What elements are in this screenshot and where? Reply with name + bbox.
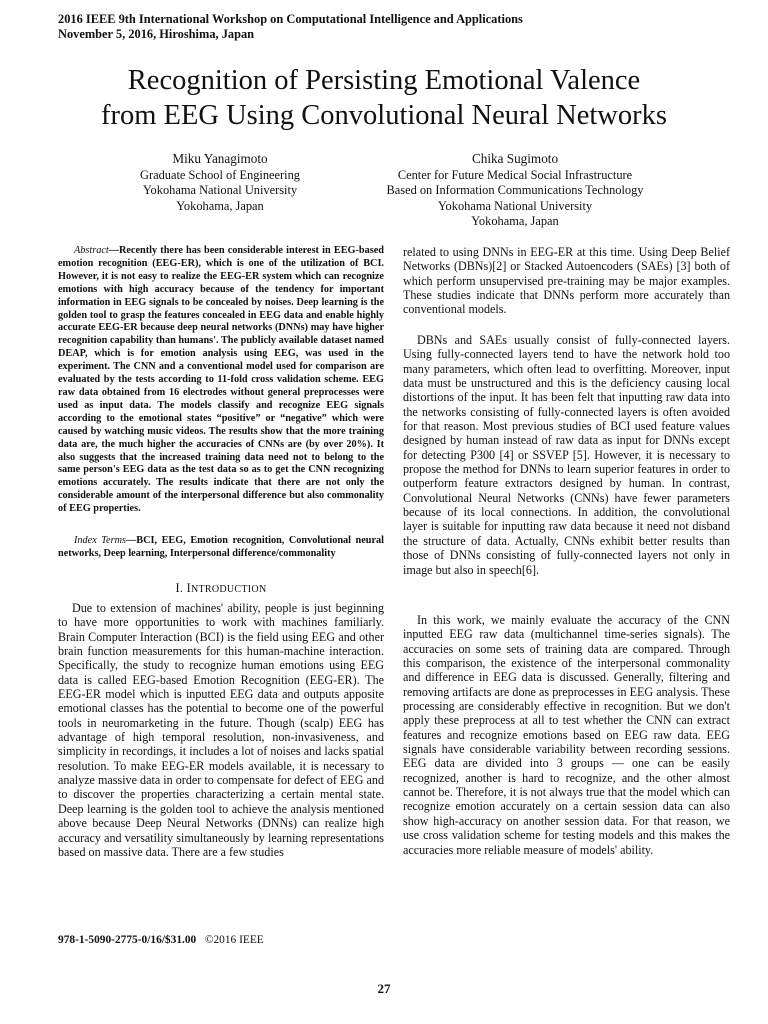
author-affiliation-line: Yokohama National University bbox=[142, 183, 298, 198]
isbn-price: 978-1-5090-2775-0/16/$31.00 bbox=[58, 934, 197, 946]
author-affiliation-line: Based on Information Communications Technology bbox=[386, 183, 644, 198]
author-affiliation-line: Yokohama, Japan bbox=[471, 214, 559, 229]
section-title-rest: NTRODUCTION bbox=[190, 584, 267, 595]
conference-header bbox=[58, 12, 523, 42]
section-heading-introduction bbox=[58, 581, 384, 596]
body-paragraph-continued: related to using DNNs in EEG-ER at this time. Using Deep Belief Networks (DBNs)[2] or Stacked Autoencoders (SAEs) [3] both of which perform unsupervised pre-training may be major examples. These studies indicate that DNNs perform more accurately than conventional models. bbox=[403, 245, 730, 317]
paper-title bbox=[30, 63, 738, 133]
abstract-text: —Recently there has been considerable interest in EEG-based emotion recognition (EEG-ER), which is one of the utilization of BCI. However, it is not easy to realize the EEG-ER system which can recognize emotions with high accuracy because of the tendency for important information in EEG signals to be concealed by noises. Deep learning is the golden tool to grasp the features concealed in EEG data and enable highly accurate EEG-ER because deep neural networks (DNNs) may have higher recognition capability than humans'. The publicly available dataset named DEAP, which is for emotion analysis using EEG, was used in the experiment. The CNN and a conventional model used for comparison are evaluated by the tests according to 11-fold cross validation scheme. EEG raw data obtained from 16 electrodes without general preprocesses were used as input data. The models classify and recognize EEG signals according to the emotional states “positive” or “negative” which were caused by watching music videos. The results show that the more training data are, the much higher the accuracies of CNNs are (by over 20%). It also suggests that the increased training data need not to belong to the same person's EEG data as the test data so as to get the CNN recognizing emotions accurately. The results indicate that there are not only the considerable amount of the interpersonal difference but also commonality of EEG properties. bbox=[58, 245, 384, 515]
index-terms-text: —BCI, EEG, Emotion recognition, Convolutional neural networks, Deep learning, Interpersonal difference/commonality bbox=[58, 535, 384, 559]
copyright-line bbox=[58, 934, 264, 946]
conference-name: 2016 IEEE 9th International Workshop on Computational Intelligence and Applications bbox=[58, 12, 523, 26]
author-affiliation-line: Yokohama National University bbox=[437, 198, 593, 213]
paper-title-line-1: Recognition of Persisting Emotional Valence bbox=[127, 65, 641, 96]
section-title-initial: I bbox=[186, 581, 191, 595]
index-terms-label: Index Terms bbox=[74, 535, 126, 546]
body-paragraph-dbn-sae: DBNs and SAEs usually consist of fully-connected layers. Using fully-connected layers tend to have the network hold too many parameters, which often lead to overfitting. Moreover, input data must be unstructured and this is the deficiency causing local distortions of the input. It has been felt that inputting raw data into the networks consisting of fully-connected layers is often avoided for that reason. Most previous studies of BCI used feature values designed by human instead of raw data as input for DNNs except for detecting P300 [4] or SSVEP [5]. However, it is necessary to propose the method for DNNs to learn superior features in order to outperform feature extractors designed by human. In contrast, Convolutional Neural Networks (CNNs) have fewer parameters because of its local connections. In addition, the convolutional layer is suitable for inputting raw data because it need not disband the structure of data. Actually, CNNs exhibit better results than those of DNNs consisting of fully-connected layers not only in image but also in speech[6]. bbox=[403, 333, 730, 577]
author-affiliation-line: Graduate School of Engineering bbox=[140, 167, 300, 182]
author-affiliation-line: Center for Future Medical Social Infrastructure bbox=[397, 167, 633, 182]
copyright-notice: ©2016 IEEE bbox=[204, 934, 264, 946]
abstract bbox=[58, 245, 384, 516]
section-number: I. bbox=[175, 581, 184, 595]
author-name: Chika Sugimoto bbox=[471, 151, 559, 166]
author-block-1 bbox=[60, 151, 380, 214]
page-number: 27 bbox=[377, 981, 391, 996]
paper-title-line-2: from EEG Using Convolutional Neural Networks bbox=[101, 100, 667, 131]
body-paragraph-this-work: In this work, we mainly evaluate the accuracy of the CNN inputted EEG raw data (multichannel time-series signals). The accuracies on some sets of training data are compared. Through this comparison, the existence of the interpersonal commonality and difference in EEG data is discussed. Generally, filtering and removing artifacts are done as preprocesses in EEG analysis. These processing are considerably effective in recognition. But we don't apply these preprocess at all to test whether the CNN can extract features and recognize emotions based on EEG raw data. EEG signals have considerable variability between recording sessions. EEG data are divided into 3 groups — one can be easily recognized, another is hard to recognize, and the other almost cannot be. Therefore, it is not always true that the model which can recognize emotion accurately on a certain session data can also show high-accuracy on another session data. For that reason, we use cross validation scheme for testing models and this makes the accuracies more reliable measure of models' ability. bbox=[403, 613, 730, 857]
author-affiliation-line: Yokohama, Japan bbox=[176, 198, 264, 213]
index-terms bbox=[58, 535, 384, 561]
author-name: Miku Yanagimoto bbox=[172, 151, 268, 166]
abstract-label: Abstract bbox=[74, 245, 109, 256]
intro-paragraph: Due to extension of machines' ability, people is just beginning to have more opportunities to work with machines familiarly. Brain Computer Interaction (BCI) is the field using EEG and other brain function measurements for this human-machine interaction. Specifically, the study to recognize human emotions using EEG data is called EEG-based Emotion Recognition (EEG-ER). The EEG-ER model which is inputted EEG data and outputs apposite emotional classes has the potential to become one of the powerful tools in neuromarketing in the future. Though (scalp) EEG has advantage of high temporal resolution, non-invasiveness, and simplicity in recordings, it includes a lot of noises and lacks spatial resolution. To make EEG-ER models available, it is necessary to analyze massive data in order to compensate for defect of EEG and to discover the properties characterizing a certain mental state. Deep learning is the golden tool to achieve the analysis mentioned above because Deep Neural Networks (DNNs) can realize high accuracy and versatility simultaneously by learning representations based on massive data. There are a few studies bbox=[58, 601, 384, 859]
author-block-2 bbox=[355, 151, 675, 230]
conference-date-place: November 5, 2016, Hiroshima, Japan bbox=[58, 27, 255, 41]
